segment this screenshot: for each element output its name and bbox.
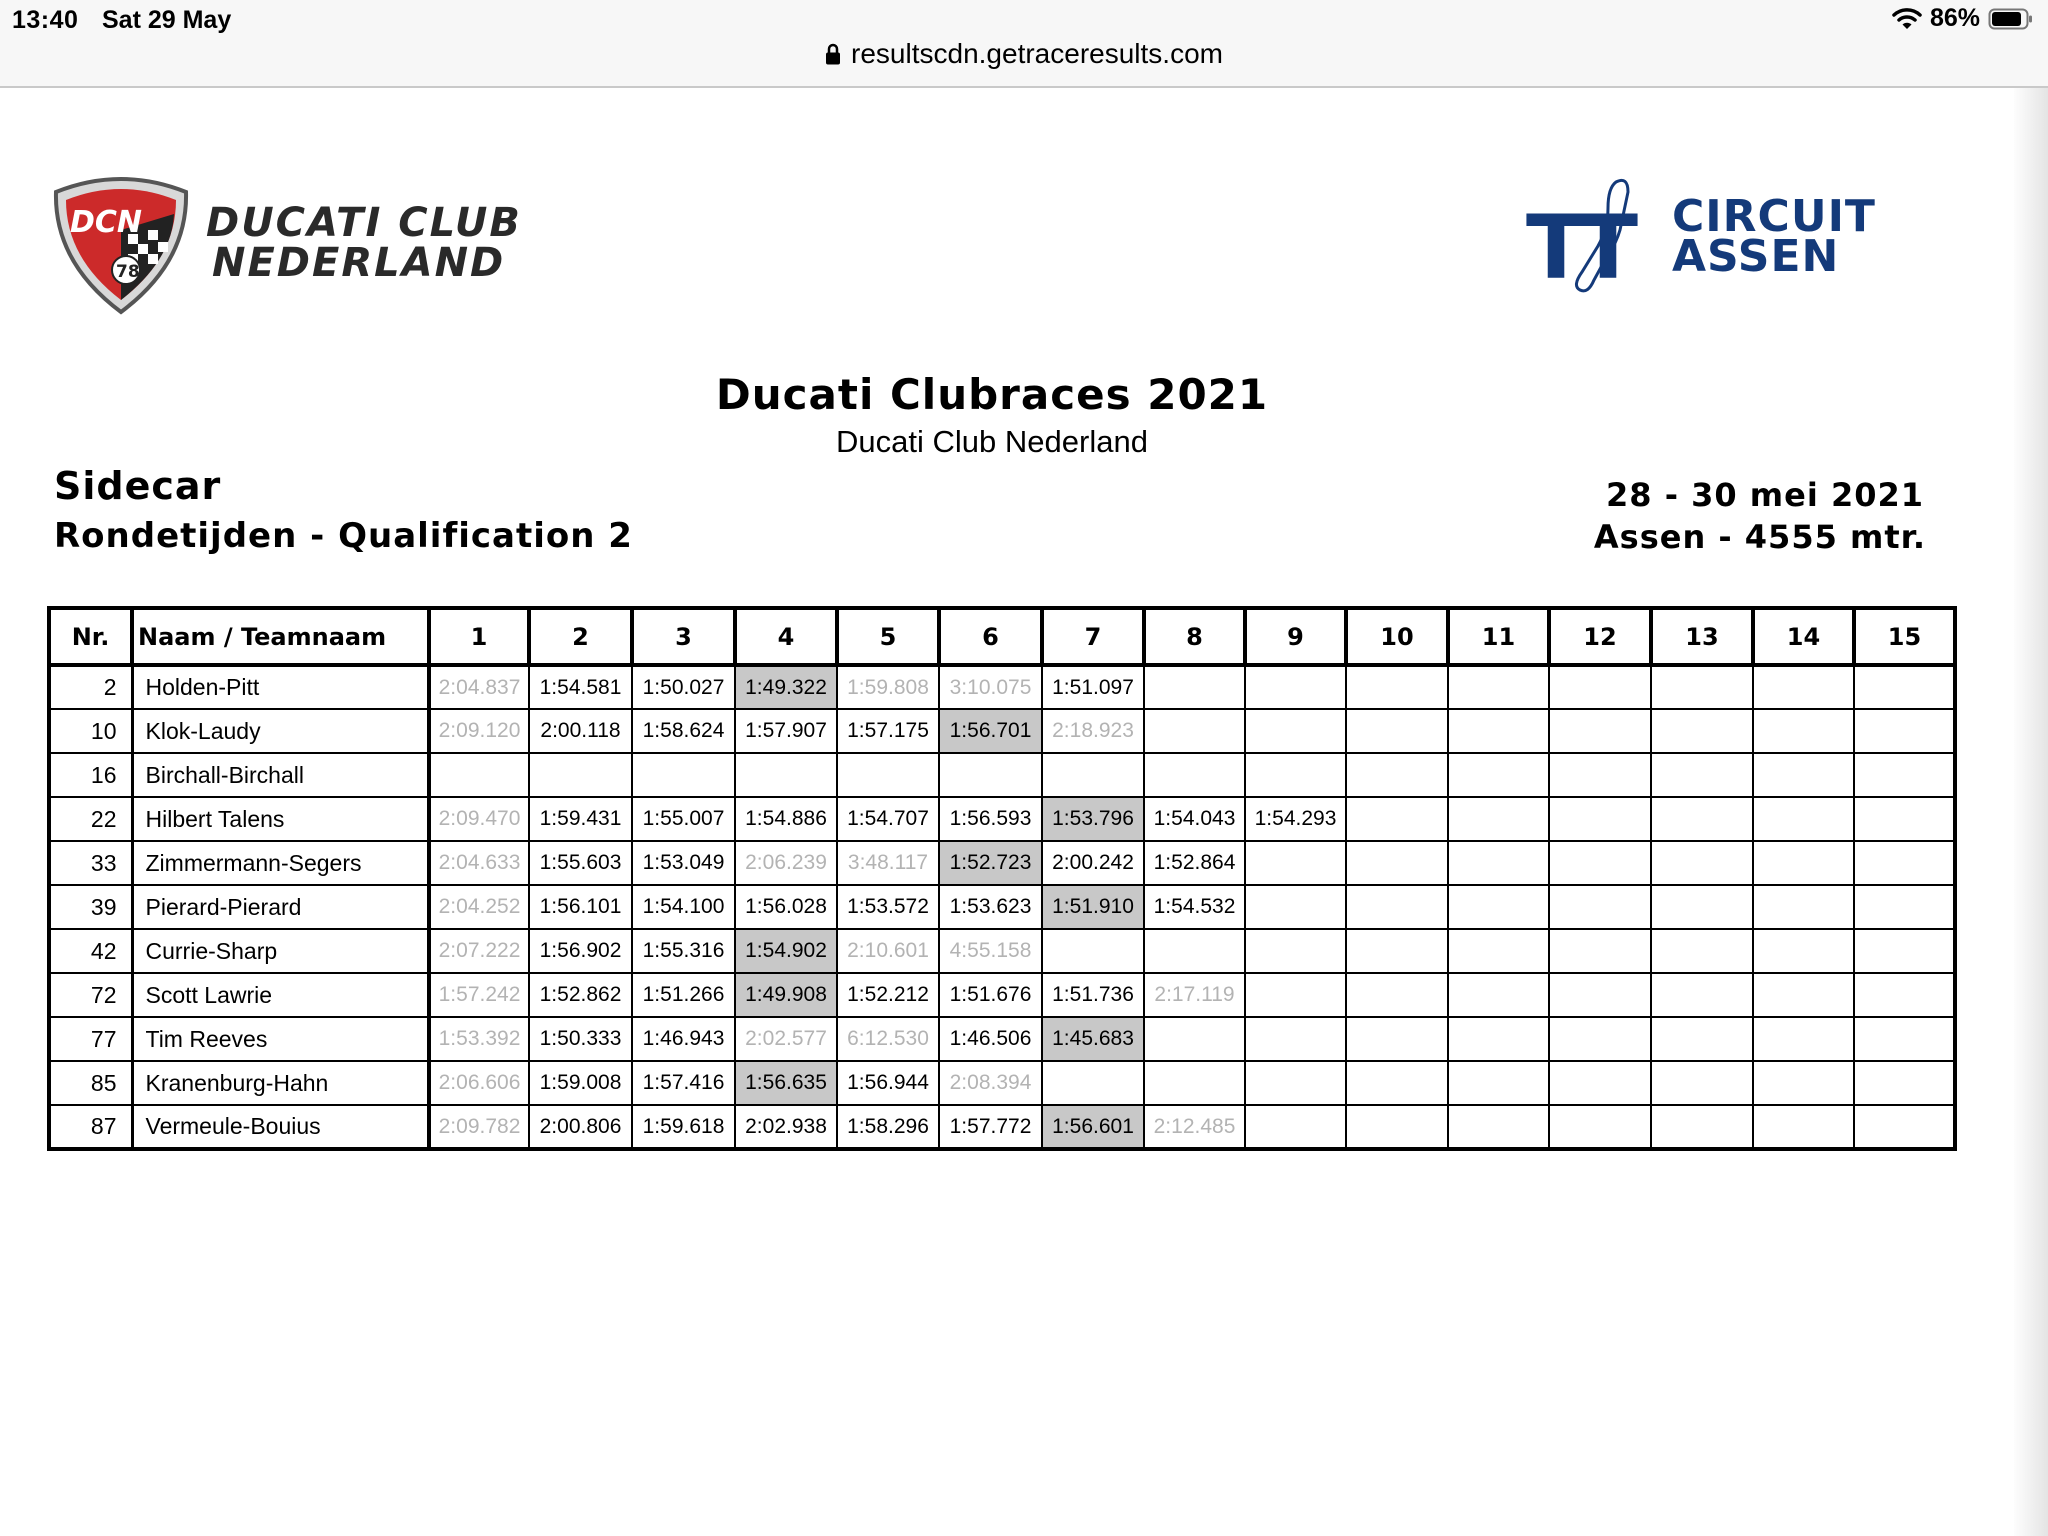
lap-time-cell: 1:51.097 bbox=[1042, 665, 1144, 709]
lap-time-cell bbox=[1245, 709, 1346, 753]
lap-time-cell: 1:52.862 bbox=[529, 973, 632, 1017]
tt-mark-text: TT bbox=[1526, 196, 1629, 299]
lap-time-cell: 1:45.683 bbox=[1042, 1017, 1144, 1061]
rider-number: 87 bbox=[49, 1105, 132, 1149]
lap-time-cell: 1:58.296 bbox=[837, 1105, 939, 1149]
dcn-badge-text: DCN bbox=[70, 205, 143, 240]
team-name: Tim Reeves bbox=[132, 1017, 429, 1061]
dcn-logo bbox=[46, 170, 522, 316]
table-header-row bbox=[49, 608, 1955, 665]
column-header-name: Naam / Teamnaam bbox=[132, 608, 429, 665]
lap-time-cell bbox=[1549, 797, 1651, 841]
lap-time-cell bbox=[1448, 841, 1549, 885]
lap-time-cell: 1:54.532 bbox=[1144, 885, 1245, 929]
lap-time-cell bbox=[1448, 1061, 1549, 1105]
lap-time-cell bbox=[1448, 1105, 1549, 1149]
column-header-lap: 13 bbox=[1651, 608, 1753, 665]
battery-percentage: 86% bbox=[1929, 4, 1980, 32]
lap-time-cell: 3:10.075 bbox=[939, 665, 1042, 709]
lap-time-cell bbox=[1245, 929, 1346, 973]
lap-time-cell: 1:46.506 bbox=[939, 1017, 1042, 1061]
team-name: Klok-Laudy bbox=[132, 709, 429, 753]
lap-time-cell bbox=[1854, 929, 1955, 973]
table-row bbox=[49, 885, 1955, 929]
lap-time-cell bbox=[1651, 973, 1753, 1017]
column-header-lap: 7 bbox=[1042, 608, 1144, 665]
lap-time-cell bbox=[1753, 1105, 1854, 1149]
lap-time-cell bbox=[1448, 665, 1549, 709]
column-header-lap: 9 bbox=[1245, 608, 1346, 665]
lap-time-cell: 1:55.603 bbox=[529, 841, 632, 885]
lap-time-cell: 1:53.623 bbox=[939, 885, 1042, 929]
lap-time-cell bbox=[1448, 929, 1549, 973]
lap-time-cell: 2:04.837 bbox=[429, 665, 529, 709]
lap-time-cell: 1:54.902 bbox=[735, 929, 837, 973]
rider-number: 10 bbox=[49, 709, 132, 753]
lap-time-cell bbox=[1854, 973, 1955, 1017]
lap-time-cell bbox=[1549, 885, 1651, 929]
lap-time-cell bbox=[1753, 709, 1854, 753]
rider-number: 85 bbox=[49, 1061, 132, 1105]
lap-time-cell bbox=[837, 753, 939, 797]
lap-time-cell bbox=[1854, 885, 1955, 929]
lap-time-cell: 1:57.175 bbox=[837, 709, 939, 753]
lap-time-cell bbox=[1042, 929, 1144, 973]
url-text[interactable]: resultscdn.getraceresults.com bbox=[851, 38, 1223, 69]
lap-time-cell bbox=[1753, 929, 1854, 973]
lap-time-cell: 1:52.723 bbox=[939, 841, 1042, 885]
lap-time-cell bbox=[1753, 1017, 1854, 1061]
lap-time-cell bbox=[529, 753, 632, 797]
lap-time-cell: 1:56.101 bbox=[529, 885, 632, 929]
lap-time-cell: 1:50.333 bbox=[529, 1017, 632, 1061]
lock-icon bbox=[825, 43, 841, 65]
column-header-lap: 11 bbox=[1448, 608, 1549, 665]
lap-time-cell bbox=[1854, 709, 1955, 753]
lap-time-cell bbox=[1448, 797, 1549, 841]
lap-time-cell: 3:48.117 bbox=[837, 841, 939, 885]
lap-time-cell: 1:59.431 bbox=[529, 797, 632, 841]
lap-time-cell bbox=[1651, 1017, 1753, 1061]
lap-time-cell: 1:57.907 bbox=[735, 709, 837, 753]
lap-time-cell: 1:46.943 bbox=[632, 1017, 735, 1061]
lap-time-cell: 1:57.242 bbox=[429, 973, 529, 1017]
lap-time-cell: 1:56.593 bbox=[939, 797, 1042, 841]
lap-time-cell bbox=[1549, 1105, 1651, 1149]
lap-time-cell bbox=[1448, 709, 1549, 753]
table-row bbox=[49, 841, 1955, 885]
lap-time-cell: 2:12.485 bbox=[1144, 1105, 1245, 1149]
table-row bbox=[49, 973, 1955, 1017]
column-header-lap: 14 bbox=[1753, 608, 1854, 665]
lap-time-cell bbox=[1854, 753, 1955, 797]
lap-time-cell bbox=[1854, 841, 1955, 885]
lap-time-cell bbox=[1448, 885, 1549, 929]
team-name: Kranenburg-Hahn bbox=[132, 1061, 429, 1105]
lap-time-cell: 2:17.119 bbox=[1144, 973, 1245, 1017]
lap-time-cell: 1:57.772 bbox=[939, 1105, 1042, 1149]
lap-time-cell bbox=[1651, 929, 1753, 973]
lap-time-cell: 1:49.322 bbox=[735, 665, 837, 709]
lap-time-cell bbox=[1651, 709, 1753, 753]
column-header-lap: 4 bbox=[735, 608, 837, 665]
rider-number: 72 bbox=[49, 973, 132, 1017]
lap-times-table bbox=[47, 606, 1957, 1151]
lap-time-cell bbox=[632, 753, 735, 797]
lap-time-cell bbox=[1651, 885, 1753, 929]
lap-time-cell bbox=[1549, 929, 1651, 973]
lap-time-cell bbox=[1549, 973, 1651, 1017]
document-page bbox=[0, 88, 2048, 1536]
column-header-lap: 2 bbox=[529, 608, 632, 665]
dcn-badge-year: 78 bbox=[116, 262, 140, 282]
session-name: Rondetijden - Qualification 2 bbox=[54, 516, 633, 556]
column-header-lap: 10 bbox=[1346, 608, 1448, 665]
column-header-lap: 12 bbox=[1549, 608, 1651, 665]
class-name: Sidecar bbox=[54, 464, 222, 508]
lap-time-cell bbox=[1854, 1105, 1955, 1149]
lap-time-cell bbox=[1549, 1061, 1651, 1105]
lap-time-cell: 1:58.624 bbox=[632, 709, 735, 753]
column-header-lap: 1 bbox=[429, 608, 529, 665]
table-row bbox=[49, 709, 1955, 753]
lap-time-cell: 1:54.886 bbox=[735, 797, 837, 841]
lap-time-cell bbox=[1854, 665, 1955, 709]
lap-time-cell: 2:06.239 bbox=[735, 841, 837, 885]
lap-time-cell bbox=[1651, 753, 1753, 797]
lap-time-cell bbox=[1753, 665, 1854, 709]
lap-time-cell bbox=[1346, 973, 1448, 1017]
lap-time-cell bbox=[1448, 973, 1549, 1017]
lap-time-cell: 2:09.120 bbox=[429, 709, 529, 753]
lap-time-cell: 1:55.316 bbox=[632, 929, 735, 973]
dcn-line-2: NEDERLAND bbox=[212, 240, 506, 286]
lap-time-cell: 4:55.158 bbox=[939, 929, 1042, 973]
lap-time-cell bbox=[1651, 665, 1753, 709]
rider-number: 2 bbox=[49, 665, 132, 709]
lap-time-cell: 1:54.043 bbox=[1144, 797, 1245, 841]
lap-time-cell: 2:09.470 bbox=[429, 797, 529, 841]
table-row bbox=[49, 797, 1955, 841]
lap-time-cell bbox=[1753, 973, 1854, 1017]
lap-time-cell bbox=[1042, 753, 1144, 797]
lap-time-cell bbox=[1448, 1017, 1549, 1061]
lap-time-cell bbox=[1346, 929, 1448, 973]
lap-time-cell bbox=[1549, 709, 1651, 753]
lap-time-cell: 1:53.796 bbox=[1042, 797, 1144, 841]
lap-time-cell: 1:51.676 bbox=[939, 973, 1042, 1017]
lap-time-cell: 1:55.007 bbox=[632, 797, 735, 841]
battery-icon bbox=[1988, 7, 2034, 31]
lap-time-cell: 1:54.707 bbox=[837, 797, 939, 841]
lap-time-cell bbox=[1753, 841, 1854, 885]
lap-time-cell: 1:56.902 bbox=[529, 929, 632, 973]
lap-time-cell bbox=[1346, 797, 1448, 841]
lap-time-cell bbox=[1245, 1061, 1346, 1105]
lap-time-cell bbox=[1144, 1017, 1245, 1061]
lap-time-cell: 2:02.938 bbox=[735, 1105, 837, 1149]
lap-time-cell bbox=[1245, 973, 1346, 1017]
lap-time-cell: 1:56.028 bbox=[735, 885, 837, 929]
rider-number: 22 bbox=[49, 797, 132, 841]
browser-chrome bbox=[0, 0, 2048, 88]
lap-time-cell bbox=[1651, 797, 1753, 841]
dcn-wordmark bbox=[206, 200, 522, 286]
lap-time-cell bbox=[1753, 753, 1854, 797]
dcn-line-1: DUCATI CLUB bbox=[206, 200, 522, 246]
lap-time-cell bbox=[1854, 797, 1955, 841]
column-header-lap: 5 bbox=[837, 608, 939, 665]
lap-time-cell bbox=[1753, 1061, 1854, 1105]
lap-time-cell bbox=[1245, 1105, 1346, 1149]
lap-time-cell: 2:00.806 bbox=[529, 1105, 632, 1149]
team-name: Scott Lawrie bbox=[132, 973, 429, 1017]
lap-time-cell bbox=[1144, 665, 1245, 709]
lap-time-cell: 1:56.635 bbox=[735, 1061, 837, 1105]
rider-number: 77 bbox=[49, 1017, 132, 1061]
lap-time-cell: 2:00.118 bbox=[529, 709, 632, 753]
dcn-shield-icon bbox=[46, 170, 196, 316]
team-name: Hilbert Talens bbox=[132, 797, 429, 841]
lap-time-cell bbox=[1549, 753, 1651, 797]
status-indicators bbox=[1892, 4, 2034, 33]
lap-time-cell: 1:51.736 bbox=[1042, 973, 1144, 1017]
lap-time-cell bbox=[1245, 885, 1346, 929]
table-row bbox=[49, 753, 1955, 797]
lap-time-cell bbox=[1346, 753, 1448, 797]
column-header-lap: 15 bbox=[1854, 608, 1955, 665]
table-row bbox=[49, 665, 1955, 709]
lap-time-cell: 1:59.808 bbox=[837, 665, 939, 709]
column-header-lap: 3 bbox=[632, 608, 735, 665]
lap-time-cell: 2:04.633 bbox=[429, 841, 529, 885]
lap-time-cell: 1:57.416 bbox=[632, 1061, 735, 1105]
table-row bbox=[49, 1105, 1955, 1149]
lap-time-cell: 1:56.701 bbox=[939, 709, 1042, 753]
lap-time-cell: 1:53.572 bbox=[837, 885, 939, 929]
lap-time-cell: 2:07.222 bbox=[429, 929, 529, 973]
column-header-lap: 6 bbox=[939, 608, 1042, 665]
lap-time-cell bbox=[1245, 841, 1346, 885]
event-dates: 28 - 30 mei 2021 bbox=[1606, 476, 1924, 514]
column-header-nr: Nr. bbox=[49, 608, 132, 665]
team-name: Zimmermann-Segers bbox=[132, 841, 429, 885]
lap-time-cell bbox=[1854, 1017, 1955, 1061]
lap-time-cell bbox=[1346, 665, 1448, 709]
lap-time-cell: 1:56.601 bbox=[1042, 1105, 1144, 1149]
lap-time-cell bbox=[1346, 885, 1448, 929]
lap-time-cell: 1:59.008 bbox=[529, 1061, 632, 1105]
table-row bbox=[49, 1017, 1955, 1061]
event-subtitle: Ducati Club Nederland bbox=[836, 424, 1148, 459]
lap-time-cell bbox=[1753, 885, 1854, 929]
lap-time-cell: 1:53.392 bbox=[429, 1017, 529, 1061]
lap-time-cell: 1:53.049 bbox=[632, 841, 735, 885]
team-name: Vermeule-Bouius bbox=[132, 1105, 429, 1149]
column-header-lap: 8 bbox=[1144, 608, 1245, 665]
lap-time-cell bbox=[1144, 929, 1245, 973]
lap-time-cell bbox=[1651, 1061, 1753, 1105]
status-date: Sat 29 May bbox=[102, 6, 232, 34]
tt-line-2: ASSEN bbox=[1672, 231, 1840, 282]
tt-mark-icon bbox=[1524, 174, 1664, 300]
team-name: Pierard-Pierard bbox=[132, 885, 429, 929]
rider-number: 16 bbox=[49, 753, 132, 797]
lap-time-cell: 2:00.242 bbox=[1042, 841, 1144, 885]
wifi-icon bbox=[1892, 7, 1922, 31]
lap-time-cell: 1:56.944 bbox=[837, 1061, 939, 1105]
lap-time-cell bbox=[1854, 1061, 1955, 1105]
lap-time-cell: 2:10.601 bbox=[837, 929, 939, 973]
lap-time-cell bbox=[1651, 1105, 1753, 1149]
event-track: Assen - 4555 mtr. bbox=[1593, 518, 1926, 556]
lap-time-cell bbox=[1144, 1061, 1245, 1105]
rider-number: 42 bbox=[49, 929, 132, 973]
lap-time-cell: 2:06.606 bbox=[429, 1061, 529, 1105]
lap-times-body bbox=[49, 665, 1955, 1149]
lap-time-cell: 1:51.266 bbox=[632, 973, 735, 1017]
tt-circuit-assen-logo bbox=[1524, 174, 1876, 300]
lap-time-cell bbox=[1042, 1061, 1144, 1105]
tt-line-1: CIRCUIT bbox=[1672, 191, 1876, 242]
lap-time-cell bbox=[1346, 709, 1448, 753]
lap-time-cell bbox=[1245, 1017, 1346, 1061]
lap-time-cell: 1:49.908 bbox=[735, 973, 837, 1017]
lap-time-cell bbox=[1144, 709, 1245, 753]
lap-time-cell: 1:54.100 bbox=[632, 885, 735, 929]
lap-time-cell bbox=[1245, 665, 1346, 709]
lap-time-cell bbox=[1346, 841, 1448, 885]
lap-time-cell: 1:59.618 bbox=[632, 1105, 735, 1149]
lap-time-cell: 2:18.923 bbox=[1042, 709, 1144, 753]
lap-time-cell: 1:50.027 bbox=[632, 665, 735, 709]
rider-number: 33 bbox=[49, 841, 132, 885]
lap-time-cell: 1:54.293 bbox=[1245, 797, 1346, 841]
team-name: Birchall-Birchall bbox=[132, 753, 429, 797]
lap-time-cell: 2:08.394 bbox=[939, 1061, 1042, 1105]
lap-time-cell: 6:12.530 bbox=[837, 1017, 939, 1061]
team-name: Holden-Pitt bbox=[132, 665, 429, 709]
status-time: 13:40 bbox=[12, 6, 79, 34]
team-name: Currie-Sharp bbox=[132, 929, 429, 973]
lap-time-cell bbox=[939, 753, 1042, 797]
lap-time-cell: 1:51.910 bbox=[1042, 885, 1144, 929]
lap-time-cell bbox=[1245, 753, 1346, 797]
lap-time-cell: 2:09.782 bbox=[429, 1105, 529, 1149]
event-title: Ducati Clubraces 2021 bbox=[715, 370, 1269, 419]
lap-time-cell bbox=[1549, 665, 1651, 709]
lap-time-cell bbox=[1144, 753, 1245, 797]
lap-time-cell bbox=[429, 753, 529, 797]
table-row bbox=[49, 1061, 1955, 1105]
lap-time-cell bbox=[1753, 797, 1854, 841]
lap-time-cell bbox=[1346, 1017, 1448, 1061]
tt-wordmark bbox=[1672, 191, 1876, 282]
lap-time-cell: 2:02.577 bbox=[735, 1017, 837, 1061]
rider-number: 39 bbox=[49, 885, 132, 929]
lap-time-cell bbox=[1651, 841, 1753, 885]
lap-time-cell bbox=[1549, 1017, 1651, 1061]
lap-time-cell bbox=[1346, 1061, 1448, 1105]
lap-time-cell bbox=[1448, 753, 1549, 797]
lap-time-cell: 1:54.581 bbox=[529, 665, 632, 709]
lap-time-cell bbox=[1346, 1105, 1448, 1149]
lap-time-cell: 1:52.864 bbox=[1144, 841, 1245, 885]
lap-time-cell bbox=[1549, 841, 1651, 885]
lap-time-cell: 1:52.212 bbox=[837, 973, 939, 1017]
table-row bbox=[49, 929, 1955, 973]
lap-time-cell: 2:04.252 bbox=[429, 885, 529, 929]
lap-time-cell bbox=[735, 753, 837, 797]
scrollbar[interactable] bbox=[2014, 88, 2048, 1536]
address-bar[interactable] bbox=[0, 38, 2048, 70]
